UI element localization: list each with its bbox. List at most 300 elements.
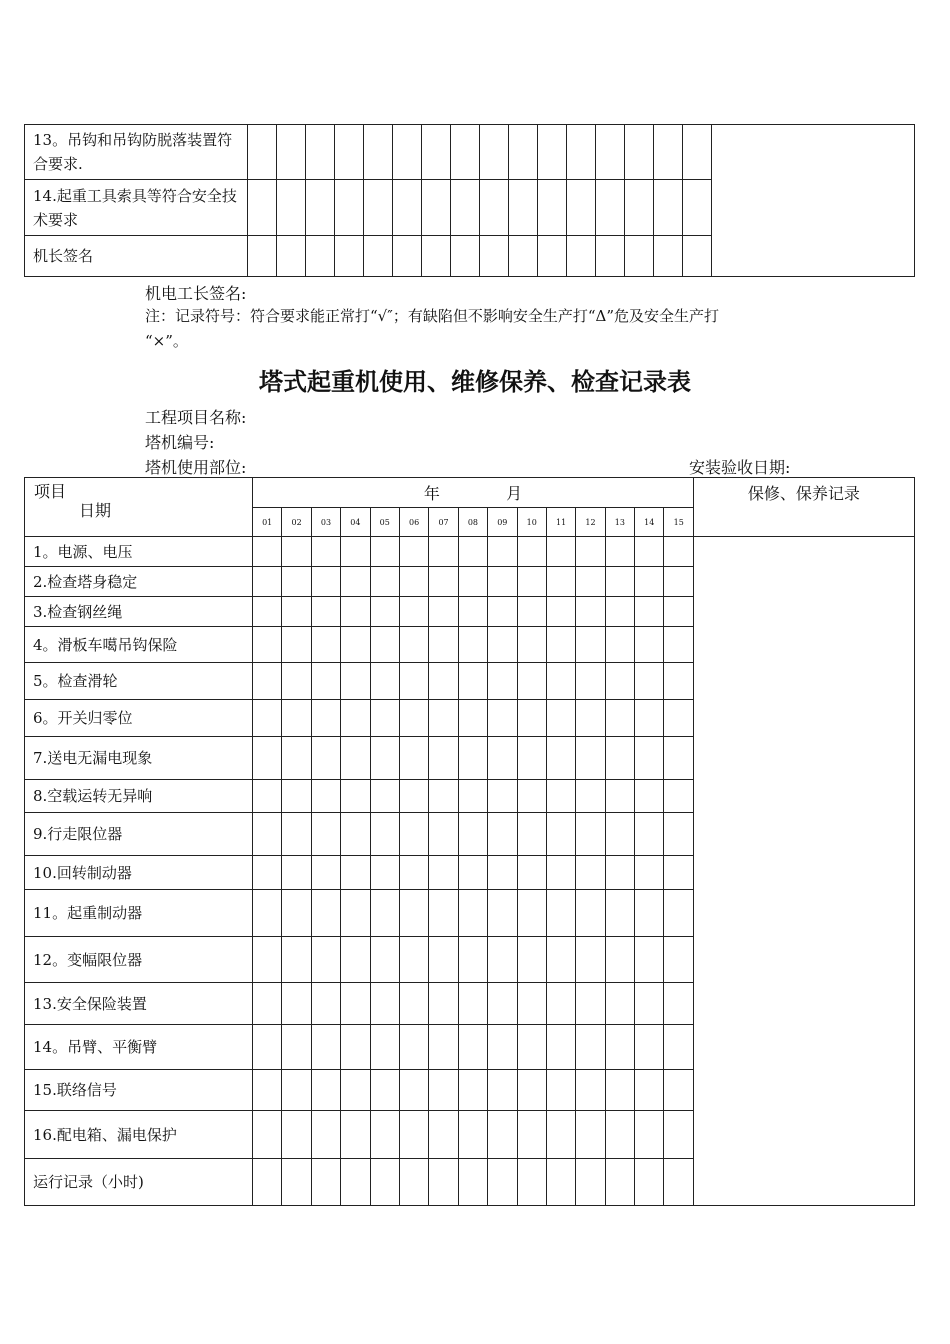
- day-check-cell[interactable]: [576, 1111, 605, 1159]
- day-check-cell[interactable]: [253, 1070, 282, 1111]
- day-check-cell[interactable]: [546, 1111, 575, 1159]
- top-check-cell[interactable]: [364, 180, 393, 236]
- day-check-cell[interactable]: [635, 780, 664, 813]
- top-check-cell[interactable]: [538, 180, 567, 236]
- day-check-cell[interactable]: [429, 597, 458, 627]
- day-check-cell[interactable]: [605, 1025, 634, 1070]
- day-check-cell[interactable]: [458, 597, 487, 627]
- day-check-cell[interactable]: [576, 1070, 605, 1111]
- day-check-cell[interactable]: [664, 937, 693, 983]
- day-check-cell[interactable]: [399, 537, 428, 567]
- day-check-cell[interactable]: [605, 663, 634, 700]
- top-check-cell[interactable]: [567, 125, 596, 180]
- top-check-cell[interactable]: [538, 125, 567, 180]
- day-check-cell[interactable]: [399, 856, 428, 890]
- day-check-cell[interactable]: [429, 1070, 458, 1111]
- day-check-cell[interactable]: [282, 983, 311, 1025]
- day-check-cell[interactable]: [664, 567, 693, 597]
- day-check-cell[interactable]: [341, 1025, 370, 1070]
- day-check-cell[interactable]: [635, 537, 664, 567]
- day-check-cell[interactable]: [488, 1070, 517, 1111]
- day-check-cell[interactable]: [546, 1159, 575, 1206]
- day-check-cell[interactable]: [253, 1025, 282, 1070]
- top-check-cell[interactable]: [248, 236, 277, 277]
- day-check-cell[interactable]: [341, 813, 370, 856]
- day-check-cell[interactable]: [488, 813, 517, 856]
- day-check-cell[interactable]: [576, 890, 605, 937]
- day-check-cell[interactable]: [576, 983, 605, 1025]
- day-check-cell[interactable]: [341, 567, 370, 597]
- day-check-cell[interactable]: [429, 813, 458, 856]
- day-check-cell[interactable]: [253, 983, 282, 1025]
- top-check-cell[interactable]: [480, 236, 509, 277]
- day-check-cell[interactable]: [458, 937, 487, 983]
- day-check-cell[interactable]: [517, 1111, 546, 1159]
- top-check-cell[interactable]: [422, 125, 451, 180]
- top-check-cell[interactable]: [248, 125, 277, 180]
- day-check-cell[interactable]: [546, 737, 575, 780]
- day-check-cell[interactable]: [399, 700, 428, 737]
- maintenance-record-cell[interactable]: [693, 537, 914, 1206]
- day-check-cell[interactable]: [576, 567, 605, 597]
- day-check-cell[interactable]: [488, 700, 517, 737]
- day-check-cell[interactable]: [488, 627, 517, 663]
- day-check-cell[interactable]: [311, 627, 340, 663]
- top-check-cell[interactable]: [509, 236, 538, 277]
- day-check-cell[interactable]: [605, 1111, 634, 1159]
- day-check-cell[interactable]: [311, 597, 340, 627]
- day-check-cell[interactable]: [311, 567, 340, 597]
- day-check-cell[interactable]: [488, 567, 517, 597]
- day-check-cell[interactable]: [370, 856, 399, 890]
- day-check-cell[interactable]: [341, 597, 370, 627]
- day-check-cell[interactable]: [517, 813, 546, 856]
- day-check-cell[interactable]: [341, 937, 370, 983]
- day-check-cell[interactable]: [429, 737, 458, 780]
- day-check-cell[interactable]: [635, 597, 664, 627]
- day-check-cell[interactable]: [458, 780, 487, 813]
- day-check-cell[interactable]: [370, 737, 399, 780]
- day-check-cell[interactable]: [488, 890, 517, 937]
- day-check-cell[interactable]: [576, 597, 605, 627]
- top-check-cell[interactable]: [422, 236, 451, 277]
- top-check-cell[interactable]: [422, 180, 451, 236]
- day-check-cell[interactable]: [635, 1159, 664, 1206]
- day-check-cell[interactable]: [605, 856, 634, 890]
- day-check-cell[interactable]: [664, 537, 693, 567]
- top-check-cell[interactable]: [393, 180, 422, 236]
- day-check-cell[interactable]: [635, 1070, 664, 1111]
- top-check-cell[interactable]: [480, 125, 509, 180]
- day-check-cell[interactable]: [399, 567, 428, 597]
- day-check-cell[interactable]: [576, 627, 605, 663]
- day-check-cell[interactable]: [517, 1159, 546, 1206]
- top-check-cell[interactable]: [596, 125, 625, 180]
- day-check-cell[interactable]: [341, 856, 370, 890]
- day-check-cell[interactable]: [576, 1025, 605, 1070]
- top-check-cell[interactable]: [567, 236, 596, 277]
- day-check-cell[interactable]: [546, 537, 575, 567]
- day-check-cell[interactable]: [399, 1025, 428, 1070]
- top-check-cell[interactable]: [683, 236, 712, 277]
- day-check-cell[interactable]: [458, 813, 487, 856]
- day-check-cell[interactable]: [399, 1111, 428, 1159]
- top-check-cell[interactable]: [451, 180, 480, 236]
- day-check-cell[interactable]: [458, 1070, 487, 1111]
- day-check-cell[interactable]: [488, 737, 517, 780]
- day-check-cell[interactable]: [605, 813, 634, 856]
- top-check-cell[interactable]: [364, 236, 393, 277]
- day-check-cell[interactable]: [664, 1159, 693, 1206]
- top-check-cell[interactable]: [306, 236, 335, 277]
- day-check-cell[interactable]: [488, 1159, 517, 1206]
- day-check-cell[interactable]: [311, 813, 340, 856]
- day-check-cell[interactable]: [429, 663, 458, 700]
- day-check-cell[interactable]: [576, 813, 605, 856]
- day-check-cell[interactable]: [341, 1111, 370, 1159]
- day-check-cell[interactable]: [635, 813, 664, 856]
- day-check-cell[interactable]: [282, 937, 311, 983]
- top-check-cell[interactable]: [364, 125, 393, 180]
- day-check-cell[interactable]: [282, 1070, 311, 1111]
- day-check-cell[interactable]: [311, 1070, 340, 1111]
- day-check-cell[interactable]: [517, 983, 546, 1025]
- day-check-cell[interactable]: [311, 537, 340, 567]
- day-check-cell[interactable]: [635, 567, 664, 597]
- day-check-cell[interactable]: [458, 890, 487, 937]
- day-check-cell[interactable]: [517, 567, 546, 597]
- day-check-cell[interactable]: [370, 1025, 399, 1070]
- day-check-cell[interactable]: [370, 1159, 399, 1206]
- top-check-cell[interactable]: [277, 236, 306, 277]
- top-check-cell[interactable]: [509, 180, 538, 236]
- day-check-cell[interactable]: [517, 780, 546, 813]
- day-check-cell[interactable]: [488, 937, 517, 983]
- day-check-cell[interactable]: [429, 890, 458, 937]
- day-check-cell[interactable]: [282, 1159, 311, 1206]
- day-check-cell[interactable]: [253, 937, 282, 983]
- day-check-cell[interactable]: [370, 537, 399, 567]
- top-check-cell[interactable]: [683, 125, 712, 180]
- day-check-cell[interactable]: [605, 597, 634, 627]
- day-check-cell[interactable]: [664, 780, 693, 813]
- day-check-cell[interactable]: [429, 700, 458, 737]
- day-check-cell[interactable]: [282, 1111, 311, 1159]
- day-check-cell[interactable]: [253, 1159, 282, 1206]
- day-check-cell[interactable]: [576, 737, 605, 780]
- top-check-cell[interactable]: [625, 180, 654, 236]
- day-check-cell[interactable]: [664, 813, 693, 856]
- day-check-cell[interactable]: [458, 1025, 487, 1070]
- day-check-cell[interactable]: [576, 1159, 605, 1206]
- day-check-cell[interactable]: [458, 537, 487, 567]
- day-check-cell[interactable]: [546, 627, 575, 663]
- day-check-cell[interactable]: [399, 890, 428, 937]
- day-check-cell[interactable]: [370, 663, 399, 700]
- day-check-cell[interactable]: [399, 597, 428, 627]
- day-check-cell[interactable]: [370, 813, 399, 856]
- day-check-cell[interactable]: [664, 856, 693, 890]
- day-check-cell[interactable]: [664, 737, 693, 780]
- day-check-cell[interactable]: [253, 856, 282, 890]
- day-check-cell[interactable]: [488, 537, 517, 567]
- day-check-cell[interactable]: [311, 737, 340, 780]
- day-check-cell[interactable]: [488, 597, 517, 627]
- day-check-cell[interactable]: [282, 597, 311, 627]
- day-check-cell[interactable]: [370, 890, 399, 937]
- day-check-cell[interactable]: [282, 856, 311, 890]
- day-check-cell[interactable]: [458, 700, 487, 737]
- day-check-cell[interactable]: [576, 700, 605, 737]
- day-check-cell[interactable]: [576, 780, 605, 813]
- day-check-cell[interactable]: [635, 663, 664, 700]
- top-check-cell[interactable]: [654, 180, 683, 236]
- day-check-cell[interactable]: [253, 663, 282, 700]
- day-check-cell[interactable]: [311, 780, 340, 813]
- day-check-cell[interactable]: [370, 1111, 399, 1159]
- day-check-cell[interactable]: [605, 1159, 634, 1206]
- day-check-cell[interactable]: [282, 780, 311, 813]
- day-check-cell[interactable]: [429, 537, 458, 567]
- day-check-cell[interactable]: [370, 700, 399, 737]
- day-check-cell[interactable]: [546, 700, 575, 737]
- day-check-cell[interactable]: [664, 1111, 693, 1159]
- day-check-cell[interactable]: [576, 663, 605, 700]
- day-check-cell[interactable]: [311, 937, 340, 983]
- day-check-cell[interactable]: [399, 663, 428, 700]
- day-check-cell[interactable]: [370, 627, 399, 663]
- day-check-cell[interactable]: [399, 813, 428, 856]
- day-check-cell[interactable]: [546, 813, 575, 856]
- day-check-cell[interactable]: [488, 983, 517, 1025]
- day-check-cell[interactable]: [488, 856, 517, 890]
- day-check-cell[interactable]: [517, 1070, 546, 1111]
- day-check-cell[interactable]: [341, 627, 370, 663]
- day-check-cell[interactable]: [282, 890, 311, 937]
- day-check-cell[interactable]: [282, 537, 311, 567]
- day-check-cell[interactable]: [341, 663, 370, 700]
- day-check-cell[interactable]: [311, 890, 340, 937]
- day-check-cell[interactable]: [517, 1025, 546, 1070]
- day-check-cell[interactable]: [546, 597, 575, 627]
- day-check-cell[interactable]: [605, 937, 634, 983]
- day-check-cell[interactable]: [282, 700, 311, 737]
- day-check-cell[interactable]: [664, 1025, 693, 1070]
- day-check-cell[interactable]: [341, 737, 370, 780]
- day-check-cell[interactable]: [576, 856, 605, 890]
- top-check-cell[interactable]: [654, 236, 683, 277]
- day-check-cell[interactable]: [517, 737, 546, 780]
- day-check-cell[interactable]: [399, 737, 428, 780]
- day-check-cell[interactable]: [370, 983, 399, 1025]
- day-check-cell[interactable]: [517, 537, 546, 567]
- day-check-cell[interactable]: [664, 700, 693, 737]
- day-check-cell[interactable]: [635, 737, 664, 780]
- day-check-cell[interactable]: [429, 983, 458, 1025]
- day-check-cell[interactable]: [458, 856, 487, 890]
- day-check-cell[interactable]: [546, 937, 575, 983]
- day-check-cell[interactable]: [664, 1070, 693, 1111]
- day-check-cell[interactable]: [664, 597, 693, 627]
- day-check-cell[interactable]: [399, 983, 428, 1025]
- day-check-cell[interactable]: [429, 627, 458, 663]
- day-check-cell[interactable]: [429, 1111, 458, 1159]
- top-check-cell[interactable]: [480, 180, 509, 236]
- day-check-cell[interactable]: [635, 1025, 664, 1070]
- top-check-cell[interactable]: [451, 236, 480, 277]
- day-check-cell[interactable]: [282, 627, 311, 663]
- top-remarks-cell[interactable]: [712, 125, 915, 277]
- day-check-cell[interactable]: [341, 1070, 370, 1111]
- day-check-cell[interactable]: [253, 537, 282, 567]
- day-check-cell[interactable]: [399, 1070, 428, 1111]
- day-check-cell[interactable]: [458, 663, 487, 700]
- day-check-cell[interactable]: [282, 737, 311, 780]
- day-check-cell[interactable]: [546, 663, 575, 700]
- day-check-cell[interactable]: [429, 856, 458, 890]
- day-check-cell[interactable]: [429, 567, 458, 597]
- day-check-cell[interactable]: [311, 1025, 340, 1070]
- day-check-cell[interactable]: [282, 1025, 311, 1070]
- top-check-cell[interactable]: [596, 236, 625, 277]
- day-check-cell[interactable]: [546, 1025, 575, 1070]
- day-check-cell[interactable]: [517, 597, 546, 627]
- day-check-cell[interactable]: [458, 567, 487, 597]
- top-check-cell[interactable]: [335, 236, 364, 277]
- day-check-cell[interactable]: [517, 890, 546, 937]
- day-check-cell[interactable]: [517, 627, 546, 663]
- day-check-cell[interactable]: [399, 627, 428, 663]
- day-check-cell[interactable]: [311, 856, 340, 890]
- day-check-cell[interactable]: [429, 1159, 458, 1206]
- day-check-cell[interactable]: [341, 1159, 370, 1206]
- day-check-cell[interactable]: [458, 983, 487, 1025]
- day-check-cell[interactable]: [605, 700, 634, 737]
- top-check-cell[interactable]: [393, 236, 422, 277]
- day-check-cell[interactable]: [429, 780, 458, 813]
- day-check-cell[interactable]: [253, 597, 282, 627]
- day-check-cell[interactable]: [546, 983, 575, 1025]
- day-check-cell[interactable]: [605, 1070, 634, 1111]
- day-check-cell[interactable]: [429, 937, 458, 983]
- day-check-cell[interactable]: [546, 1070, 575, 1111]
- day-check-cell[interactable]: [399, 937, 428, 983]
- day-check-cell[interactable]: [341, 780, 370, 813]
- top-check-cell[interactable]: [625, 236, 654, 277]
- day-check-cell[interactable]: [635, 627, 664, 663]
- day-check-cell[interactable]: [635, 937, 664, 983]
- day-check-cell[interactable]: [635, 700, 664, 737]
- day-check-cell[interactable]: [253, 1111, 282, 1159]
- day-check-cell[interactable]: [605, 567, 634, 597]
- day-check-cell[interactable]: [517, 856, 546, 890]
- day-check-cell[interactable]: [282, 567, 311, 597]
- top-check-cell[interactable]: [567, 180, 596, 236]
- day-check-cell[interactable]: [488, 663, 517, 700]
- day-check-cell[interactable]: [488, 1111, 517, 1159]
- day-check-cell[interactable]: [253, 700, 282, 737]
- day-check-cell[interactable]: [664, 663, 693, 700]
- day-check-cell[interactable]: [664, 890, 693, 937]
- day-check-cell[interactable]: [664, 627, 693, 663]
- top-check-cell[interactable]: [335, 125, 364, 180]
- day-check-cell[interactable]: [635, 983, 664, 1025]
- day-check-cell[interactable]: [253, 890, 282, 937]
- day-check-cell[interactable]: [664, 983, 693, 1025]
- day-check-cell[interactable]: [370, 597, 399, 627]
- day-check-cell[interactable]: [341, 890, 370, 937]
- day-check-cell[interactable]: [605, 890, 634, 937]
- day-check-cell[interactable]: [282, 813, 311, 856]
- top-check-cell[interactable]: [277, 125, 306, 180]
- day-check-cell[interactable]: [605, 537, 634, 567]
- day-check-cell[interactable]: [370, 780, 399, 813]
- day-check-cell[interactable]: [635, 1111, 664, 1159]
- day-check-cell[interactable]: [253, 780, 282, 813]
- top-check-cell[interactable]: [306, 180, 335, 236]
- day-check-cell[interactable]: [370, 1070, 399, 1111]
- day-check-cell[interactable]: [311, 700, 340, 737]
- day-check-cell[interactable]: [458, 737, 487, 780]
- top-check-cell[interactable]: [625, 125, 654, 180]
- day-check-cell[interactable]: [458, 1159, 487, 1206]
- day-check-cell[interactable]: [576, 537, 605, 567]
- day-check-cell[interactable]: [341, 983, 370, 1025]
- day-check-cell[interactable]: [253, 737, 282, 780]
- day-check-cell[interactable]: [458, 1111, 487, 1159]
- day-check-cell[interactable]: [341, 700, 370, 737]
- top-check-cell[interactable]: [393, 125, 422, 180]
- day-check-cell[interactable]: [635, 890, 664, 937]
- day-check-cell[interactable]: [546, 856, 575, 890]
- day-check-cell[interactable]: [282, 663, 311, 700]
- day-check-cell[interactable]: [458, 627, 487, 663]
- day-check-cell[interactable]: [399, 1159, 428, 1206]
- top-check-cell[interactable]: [248, 180, 277, 236]
- day-check-cell[interactable]: [311, 663, 340, 700]
- day-check-cell[interactable]: [546, 780, 575, 813]
- day-check-cell[interactable]: [517, 700, 546, 737]
- day-check-cell[interactable]: [311, 1111, 340, 1159]
- day-check-cell[interactable]: [517, 663, 546, 700]
- day-check-cell[interactable]: [311, 983, 340, 1025]
- day-check-cell[interactable]: [341, 537, 370, 567]
- top-check-cell[interactable]: [451, 125, 480, 180]
- day-check-cell[interactable]: [576, 937, 605, 983]
- top-check-cell[interactable]: [277, 180, 306, 236]
- day-check-cell[interactable]: [488, 780, 517, 813]
- day-check-cell[interactable]: [370, 937, 399, 983]
- top-check-cell[interactable]: [306, 125, 335, 180]
- top-check-cell[interactable]: [335, 180, 364, 236]
- top-check-cell[interactable]: [654, 125, 683, 180]
- day-check-cell[interactable]: [546, 567, 575, 597]
- top-check-cell[interactable]: [596, 180, 625, 236]
- day-check-cell[interactable]: [605, 983, 634, 1025]
- day-check-cell[interactable]: [253, 567, 282, 597]
- day-check-cell[interactable]: [370, 567, 399, 597]
- top-check-cell[interactable]: [509, 125, 538, 180]
- day-check-cell[interactable]: [635, 856, 664, 890]
- day-check-cell[interactable]: [546, 890, 575, 937]
- day-check-cell[interactable]: [399, 780, 428, 813]
- top-check-cell[interactable]: [683, 180, 712, 236]
- day-check-cell[interactable]: [605, 627, 634, 663]
- day-check-cell[interactable]: [488, 1025, 517, 1070]
- day-check-cell[interactable]: [311, 1159, 340, 1206]
- top-check-cell[interactable]: [538, 236, 567, 277]
- day-check-cell[interactable]: [253, 813, 282, 856]
